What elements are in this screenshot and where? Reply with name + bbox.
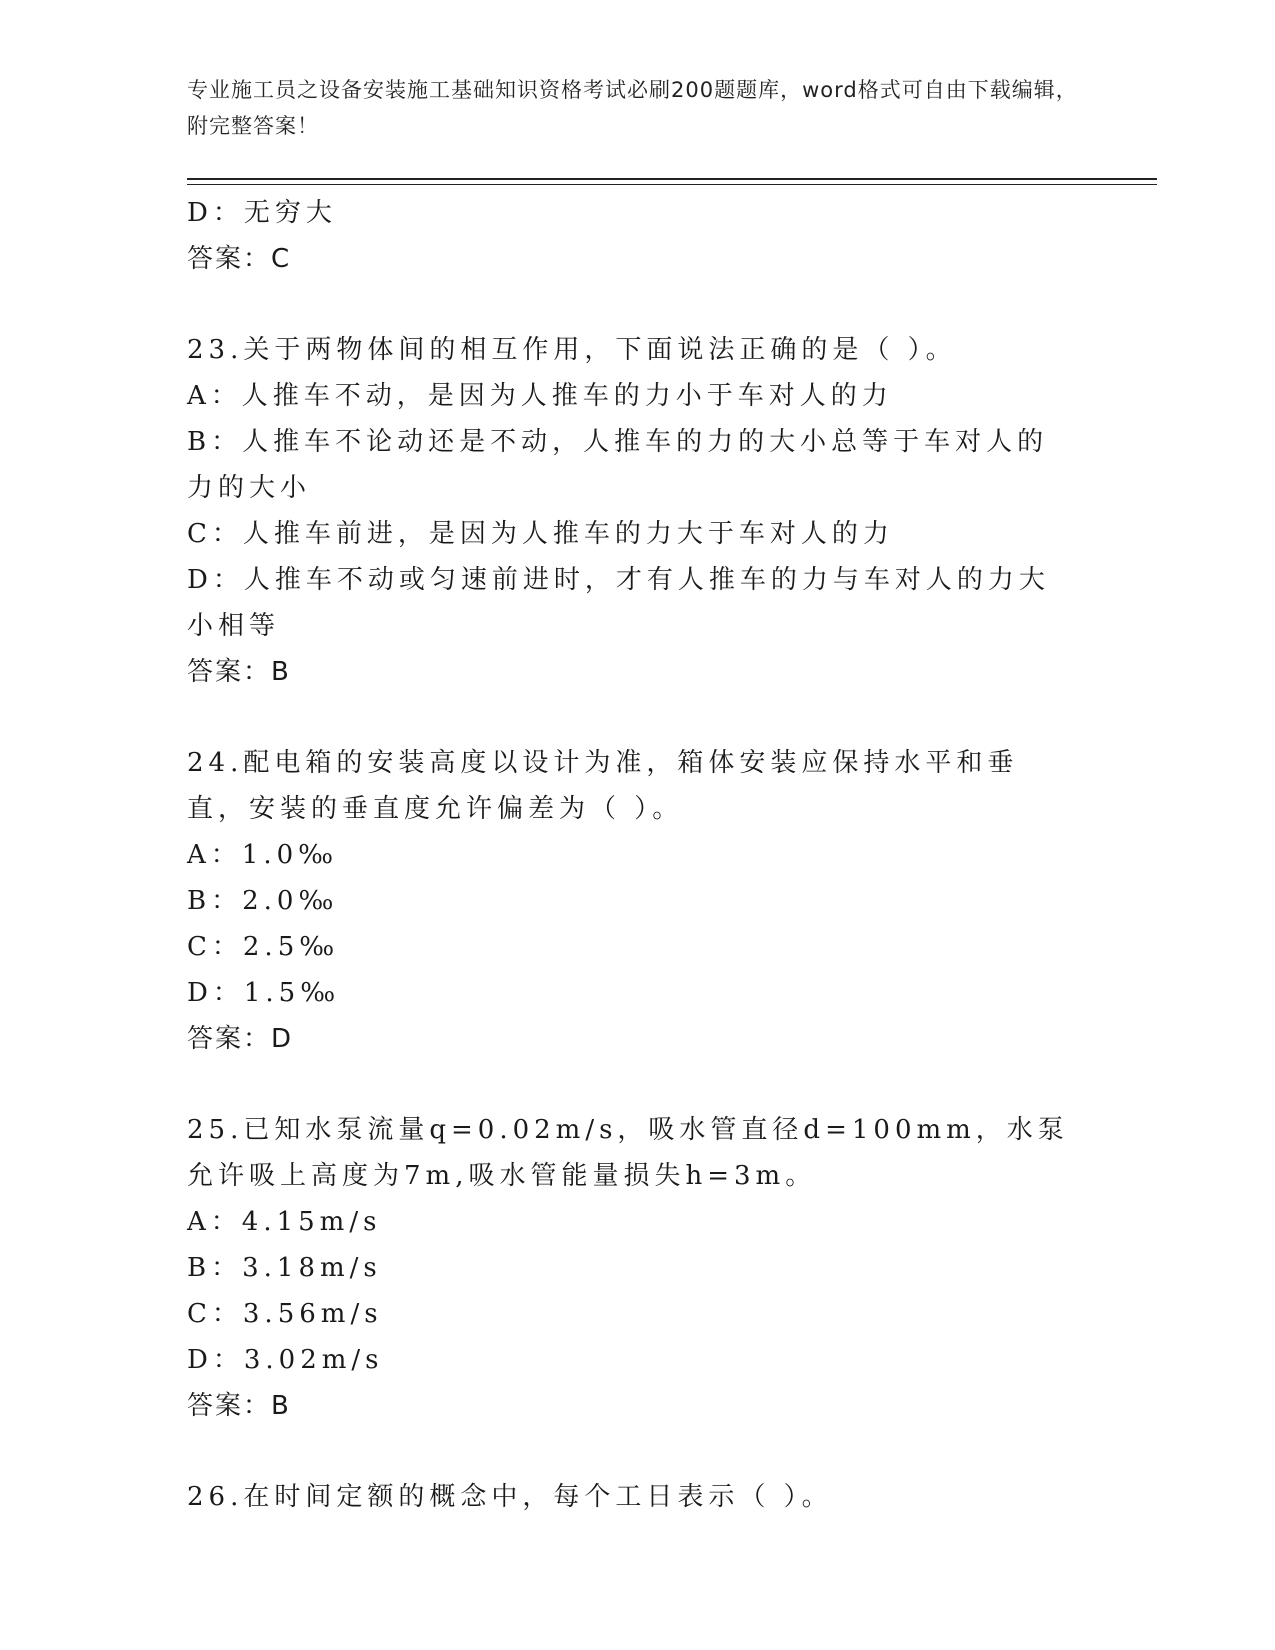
question-stem: 25.已知水泵流量q=0.02m/s，吸水管直径d=100mm，水泵允许吸上高度为7m,吸水管能量损失h=3m。 (187, 1115, 1069, 1191)
option-d: D：1.5‰ (187, 978, 341, 1008)
answer: 答案：C (187, 244, 292, 274)
option-c: C：人推车前进，是因为人推车的力大于车对人的力 (187, 519, 894, 549)
question-stem: 24.配电箱的安装高度以设计为准，箱体安装应保持水平和垂直，安装的垂直度允许偏差为（ ）。 (187, 748, 1019, 824)
option-a: A：1.0‰ (187, 840, 339, 870)
document-header (187, 72, 1087, 144)
option-d: D：无穷大 (187, 198, 337, 228)
header-title: 专业施工员之设备安装施工基础知识资格考试必刷200题题库，word格式可自由下载编辑，附完整答案！ (187, 78, 1078, 138)
option-b: B：2.0‰ (187, 886, 339, 916)
option-d: D：3.02m/s (187, 1345, 384, 1375)
answer: 答案：B (187, 1391, 291, 1421)
question-23 (187, 327, 1077, 695)
answer: 答案：B (187, 657, 291, 687)
question-24 (187, 740, 1077, 1062)
question-stem: 23.关于两物体间的相互作用，下面说法正确的是（ ）。 (187, 335, 957, 365)
question-25 (187, 1107, 1077, 1429)
header-divider-thick (187, 178, 1157, 180)
previous-question-tail (187, 190, 1077, 282)
option-a: A：人推车不动，是因为人推车的力小于车对人的力 (187, 381, 893, 411)
option-b: B：人推车不论动还是不动，人推车的力的大小总等于车对人的力的大小 (187, 427, 1049, 503)
document-body (187, 190, 1077, 1520)
option-a: A：4.15m/s (187, 1207, 382, 1237)
option-c: C：3.56m/s (187, 1299, 383, 1329)
answer: 答案：D (187, 1024, 294, 1054)
question-26 (187, 1474, 1077, 1520)
header-divider-thin (187, 184, 1157, 185)
option-d: D：人推车不动或匀速前进时，才有人推车的力与车对人的力大小相等 (187, 565, 1050, 641)
option-b: B：3.18m/s (187, 1253, 382, 1283)
question-stem: 26.在时间定额的概念中，每个工日表示（ ）。 (187, 1482, 833, 1512)
option-c: C：2.5‰ (187, 932, 340, 962)
